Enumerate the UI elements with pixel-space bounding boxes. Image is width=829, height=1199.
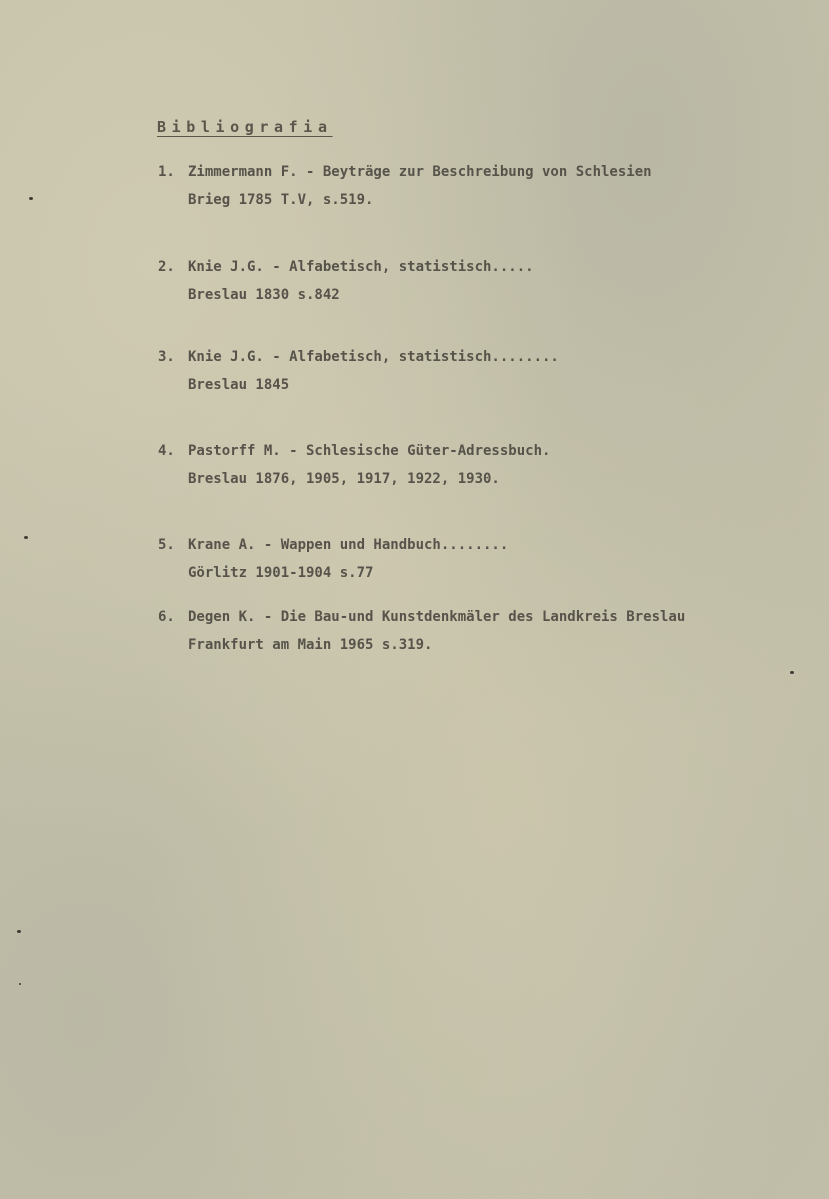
entry-number: 4. [158,443,175,459]
bibliography-entry-6 [158,603,685,659]
bibliography-entry-3 [158,343,559,399]
bibliography-entry-2 [158,253,534,309]
entry-number: 1. [158,164,175,180]
paper-speck [24,536,28,539]
bibliography-entry-5 [158,531,508,587]
entry-line-1 [158,531,508,559]
entry-title: Knie J.G. - Alfabetisch, statistisch..... [188,259,534,275]
bibliography-entry-1 [158,158,652,214]
entry-number: 2. [158,259,175,275]
paper-speck [17,930,21,933]
entry-title: Zimmermann F. - Beyträge zur Beschreibung von Schlesien [188,164,652,180]
entry-line-1 [158,253,534,281]
entry-number: 3. [158,349,175,365]
paper-speck [19,983,21,985]
bibliography-heading: Bibliografia [157,118,333,136]
entry-publication: Breslau 1830 s.842 [188,287,340,303]
entry-title: Degen K. - Die Bau-und Kunstdenkmäler des Landkreis Breslau [188,609,686,625]
paper-speck [790,671,794,674]
entry-publication: Brieg 1785 T.V, s.519. [188,192,374,208]
paper-speck [29,197,33,200]
entry-publication: Görlitz 1901-1904 s.77 [188,565,374,581]
entry-line-1 [158,343,559,371]
entry-publication: Frankfurt am Main 1965 s.319. [188,637,433,653]
entry-publication: Breslau 1845 [188,377,290,393]
entry-line-1 [158,437,550,465]
entry-title: Krane A. - Wappen und Handbuch........ [188,537,509,553]
entry-title: Pastorff M. - Schlesische Güter-Adressbuch. [188,443,551,459]
entry-line-1 [158,603,685,631]
bibliography-entry-4 [158,437,550,493]
entry-publication: Breslau 1876, 1905, 1917, 1922, 1930. [188,471,500,487]
entry-number: 6. [158,609,175,625]
entry-line-1 [158,158,652,186]
entry-title: Knie J.G. - Alfabetisch, statistisch........ [188,349,559,365]
entry-number: 5. [158,537,175,553]
